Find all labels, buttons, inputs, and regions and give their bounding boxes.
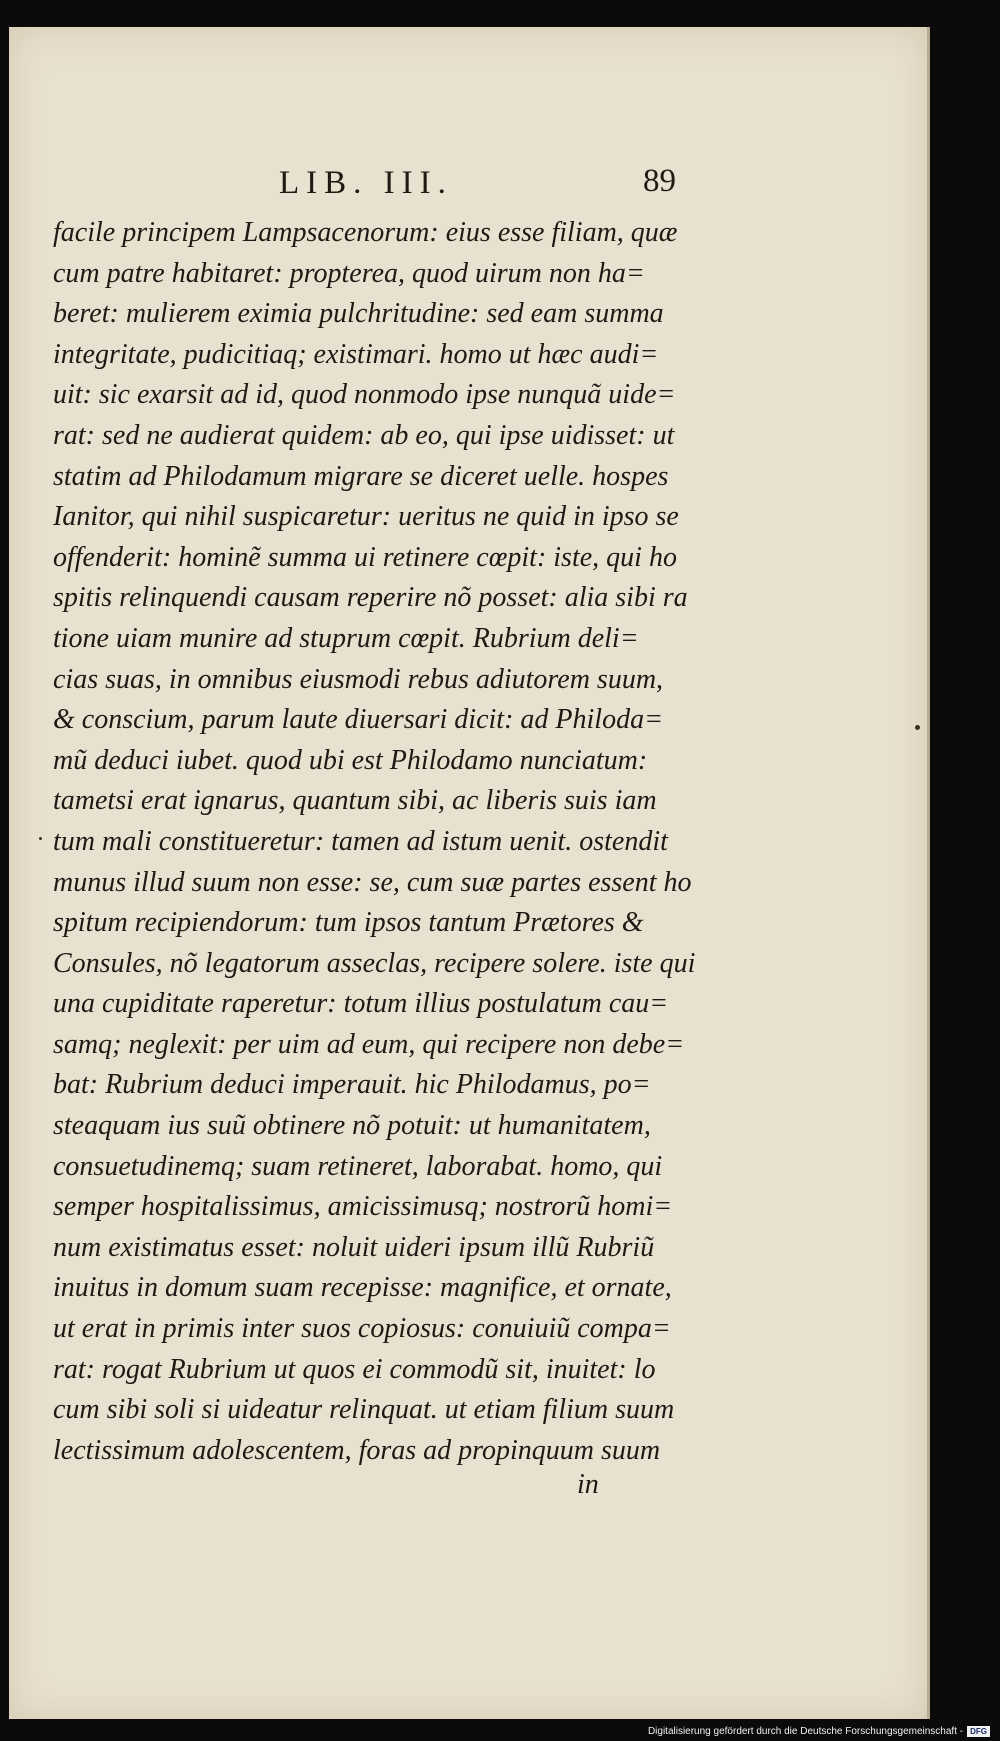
text-line: bat: Rubrium deduci imperauit. hic Philodamus, po= bbox=[53, 1069, 651, 1101]
text-line: mũ deduci iubet. quod ubi est Philodamo nunciatum: bbox=[53, 744, 648, 776]
text-line: rat: rogat Rubrium ut quos ei commodũ sit, inuitet: lo bbox=[53, 1353, 656, 1385]
text-line: spitum recipiendorum: tum ipsos tantum Prætores & bbox=[53, 907, 644, 939]
text-line: inuitus in domum suam recepisse: magnifice, et ornate, bbox=[53, 1272, 672, 1304]
credit-text: Digitalisierung gefördert durch die Deutsche Forschungsgemeinschaft - bbox=[647, 1726, 964, 1737]
text-line: munus illud suum non esse: se, cum suæ partes essent ho bbox=[53, 866, 692, 898]
text-line: cum patre habitaret: propterea, quod uirum non ha= bbox=[53, 257, 645, 289]
text-line: una cupiditate raperetur: totum illius postulatum cau= bbox=[53, 988, 669, 1020]
running-head: LIB. III. bbox=[279, 165, 453, 201]
text-line: & conscium, parum laute diuersari dicit: ad Philoda= bbox=[53, 704, 663, 736]
text-line: ut erat in primis inter suos copiosus: conuiuiũ compa= bbox=[53, 1313, 671, 1345]
text-line: steaquam ius suũ obtinere nõ potuit: ut humanitatem, bbox=[53, 1110, 651, 1142]
text-line: cias suas, in omnibus eiusmodi rebus adiutorem suum, bbox=[53, 663, 664, 695]
text-line: tametsi erat ignarus, quantum sibi, ac liberis suis iam bbox=[53, 785, 657, 817]
paper-speck bbox=[915, 725, 920, 730]
text-line: tione uiam munire ad stuprum cœpit. Rubrium deli= bbox=[53, 622, 639, 654]
text-line: offenderit: hominẽ summa ui retinere cœpit: iste, qui ho bbox=[53, 541, 677, 573]
text-line: num existimatus esset: noluit uideri ipsum illũ Rubriũ bbox=[53, 1231, 655, 1263]
text-line: uit: sic exarsit ad id, quod nonmodo ipse nunquã uide= bbox=[53, 379, 676, 411]
digitization-credit bbox=[648, 1726, 990, 1737]
dfg-logo: DFG bbox=[967, 1726, 990, 1737]
text-line: beret: mulierem eximia pulchritudine: sed eam summa bbox=[53, 298, 664, 330]
text-line: consuetudinemq; suam retineret, laborabat. homo, qui bbox=[53, 1150, 663, 1182]
text-line: tum mali constitueretur: tamen ad istum uenit. ostendit bbox=[53, 825, 668, 857]
text-line: cum sibi soli si uideatur relinquat. ut etiam filium suum bbox=[53, 1394, 675, 1426]
text-line: rat: sed ne audierat quidem: ab eo, qui ipse uidisset: ut bbox=[53, 419, 675, 451]
catchword: in bbox=[577, 1469, 599, 1500]
text-line: spitis relinquendi causam reperire nõ posset: alia sibi ra bbox=[53, 582, 688, 614]
text-line: facile principem Lampsacenorum: eius esse filiam, quæ bbox=[53, 217, 678, 248]
page-number: 89 bbox=[643, 163, 676, 199]
text-line: statim ad Philodamum migrare se diceret uelle. hospes bbox=[53, 460, 669, 492]
text-block bbox=[53, 213, 699, 1471]
text-line: samq; neglexit: per uim ad eum, qui recipere non debe= bbox=[53, 1028, 685, 1060]
book-page bbox=[9, 27, 930, 1719]
text-line: Ianitor, qui nihil suspicaretur: ueritus ne quid in ipso se bbox=[53, 501, 679, 533]
text-line: Consules, nõ legatorum asseclas, recipere solere. iste qui bbox=[53, 947, 696, 979]
text-line: semper hospitalissimus, amicissimusq; nostrorũ homi= bbox=[53, 1191, 673, 1223]
text-line: lectissimum adolescentem, foras ad propinquum suum bbox=[53, 1434, 661, 1466]
paper-speck bbox=[39, 837, 42, 840]
text-line: integritate, pudicitiaq; existimari. homo ut hæc audi= bbox=[53, 338, 659, 370]
